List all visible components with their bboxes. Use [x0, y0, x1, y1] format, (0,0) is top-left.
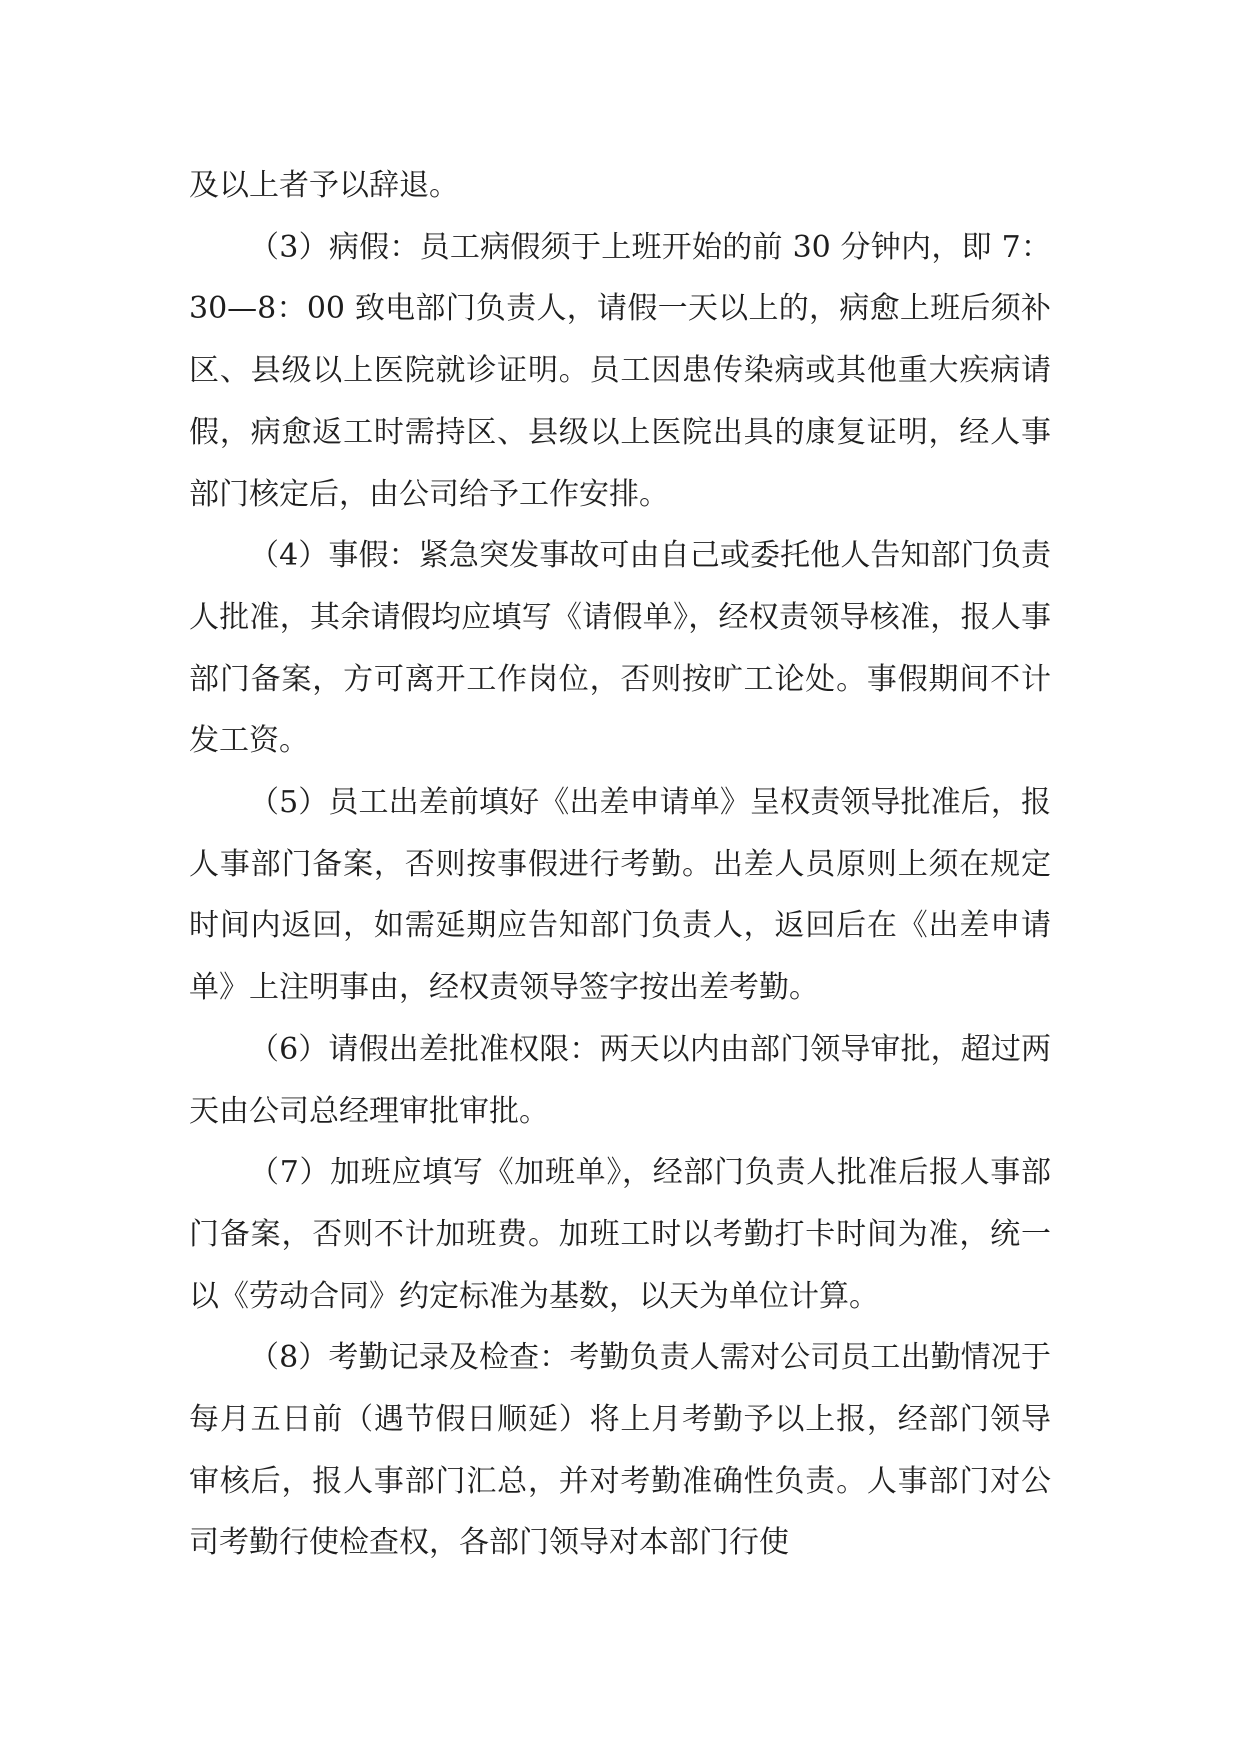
- paragraph-continuation: 及以上者予以辞退。: [189, 168, 459, 203]
- paragraph-personal-leave: （4）事假：紧急突发事故可由自己或委托他人告知部门负责人批准，其余请假均应填写《请假单》，经权责领导核准，报人事部门备案，方可离开工作岗位，否则按旷工论处。事假期间不计发工资。: [189, 538, 1051, 759]
- paragraph-business-trip: （5）员工出差前填好《出差申请单》呈权责领导批准后，报人事部门备案，否则按事假进行考勤。出差人员原则上须在规定时间内返回，如需延期应告知部门负责人，返回后在《出差申请单》上注明事由，经权责领导签字按出差考勤。: [189, 785, 1051, 1006]
- paragraph-overtime: （7）加班应填写《加班单》，经部门负责人批准后报人事部门备案，否则不计加班费。加班工时以考勤打卡时间为准，统一以《劳动合同》约定标准为基数，以天为单位计算。: [189, 1155, 1051, 1314]
- paragraph-attendance-records: （8）考勤记录及检查：考勤负责人需对公司员工出勤情况于每月五日前（遇节假日顺延）将上月考勤予以上报，经部门领导审核后，报人事部门汇总，并对考勤准确性负责。人事部门对公司考勤行使检查权，各部门领导对本部门行使: [189, 1340, 1051, 1561]
- paragraph-sick-leave: （3）病假：员工病假须于上班开始的前 30 分钟内，即 7：30—8：00 致电部门负责人，请假一天以上的，病愈上班后须补区、县级以上医院就诊证明。员工因患传染病或其他重大疾病请假，病愈返工时需持区、县级以上医院出具的康复证明，经人事部门核定后，由公司给予工作安排。: [189, 229, 1051, 512]
- paragraph-approval-authority: （6）请假出差批准权限：两天以内由部门领导审批，超过两天由公司总经理审批审批。: [189, 1031, 1051, 1129]
- document-body: [189, 155, 1051, 1574]
